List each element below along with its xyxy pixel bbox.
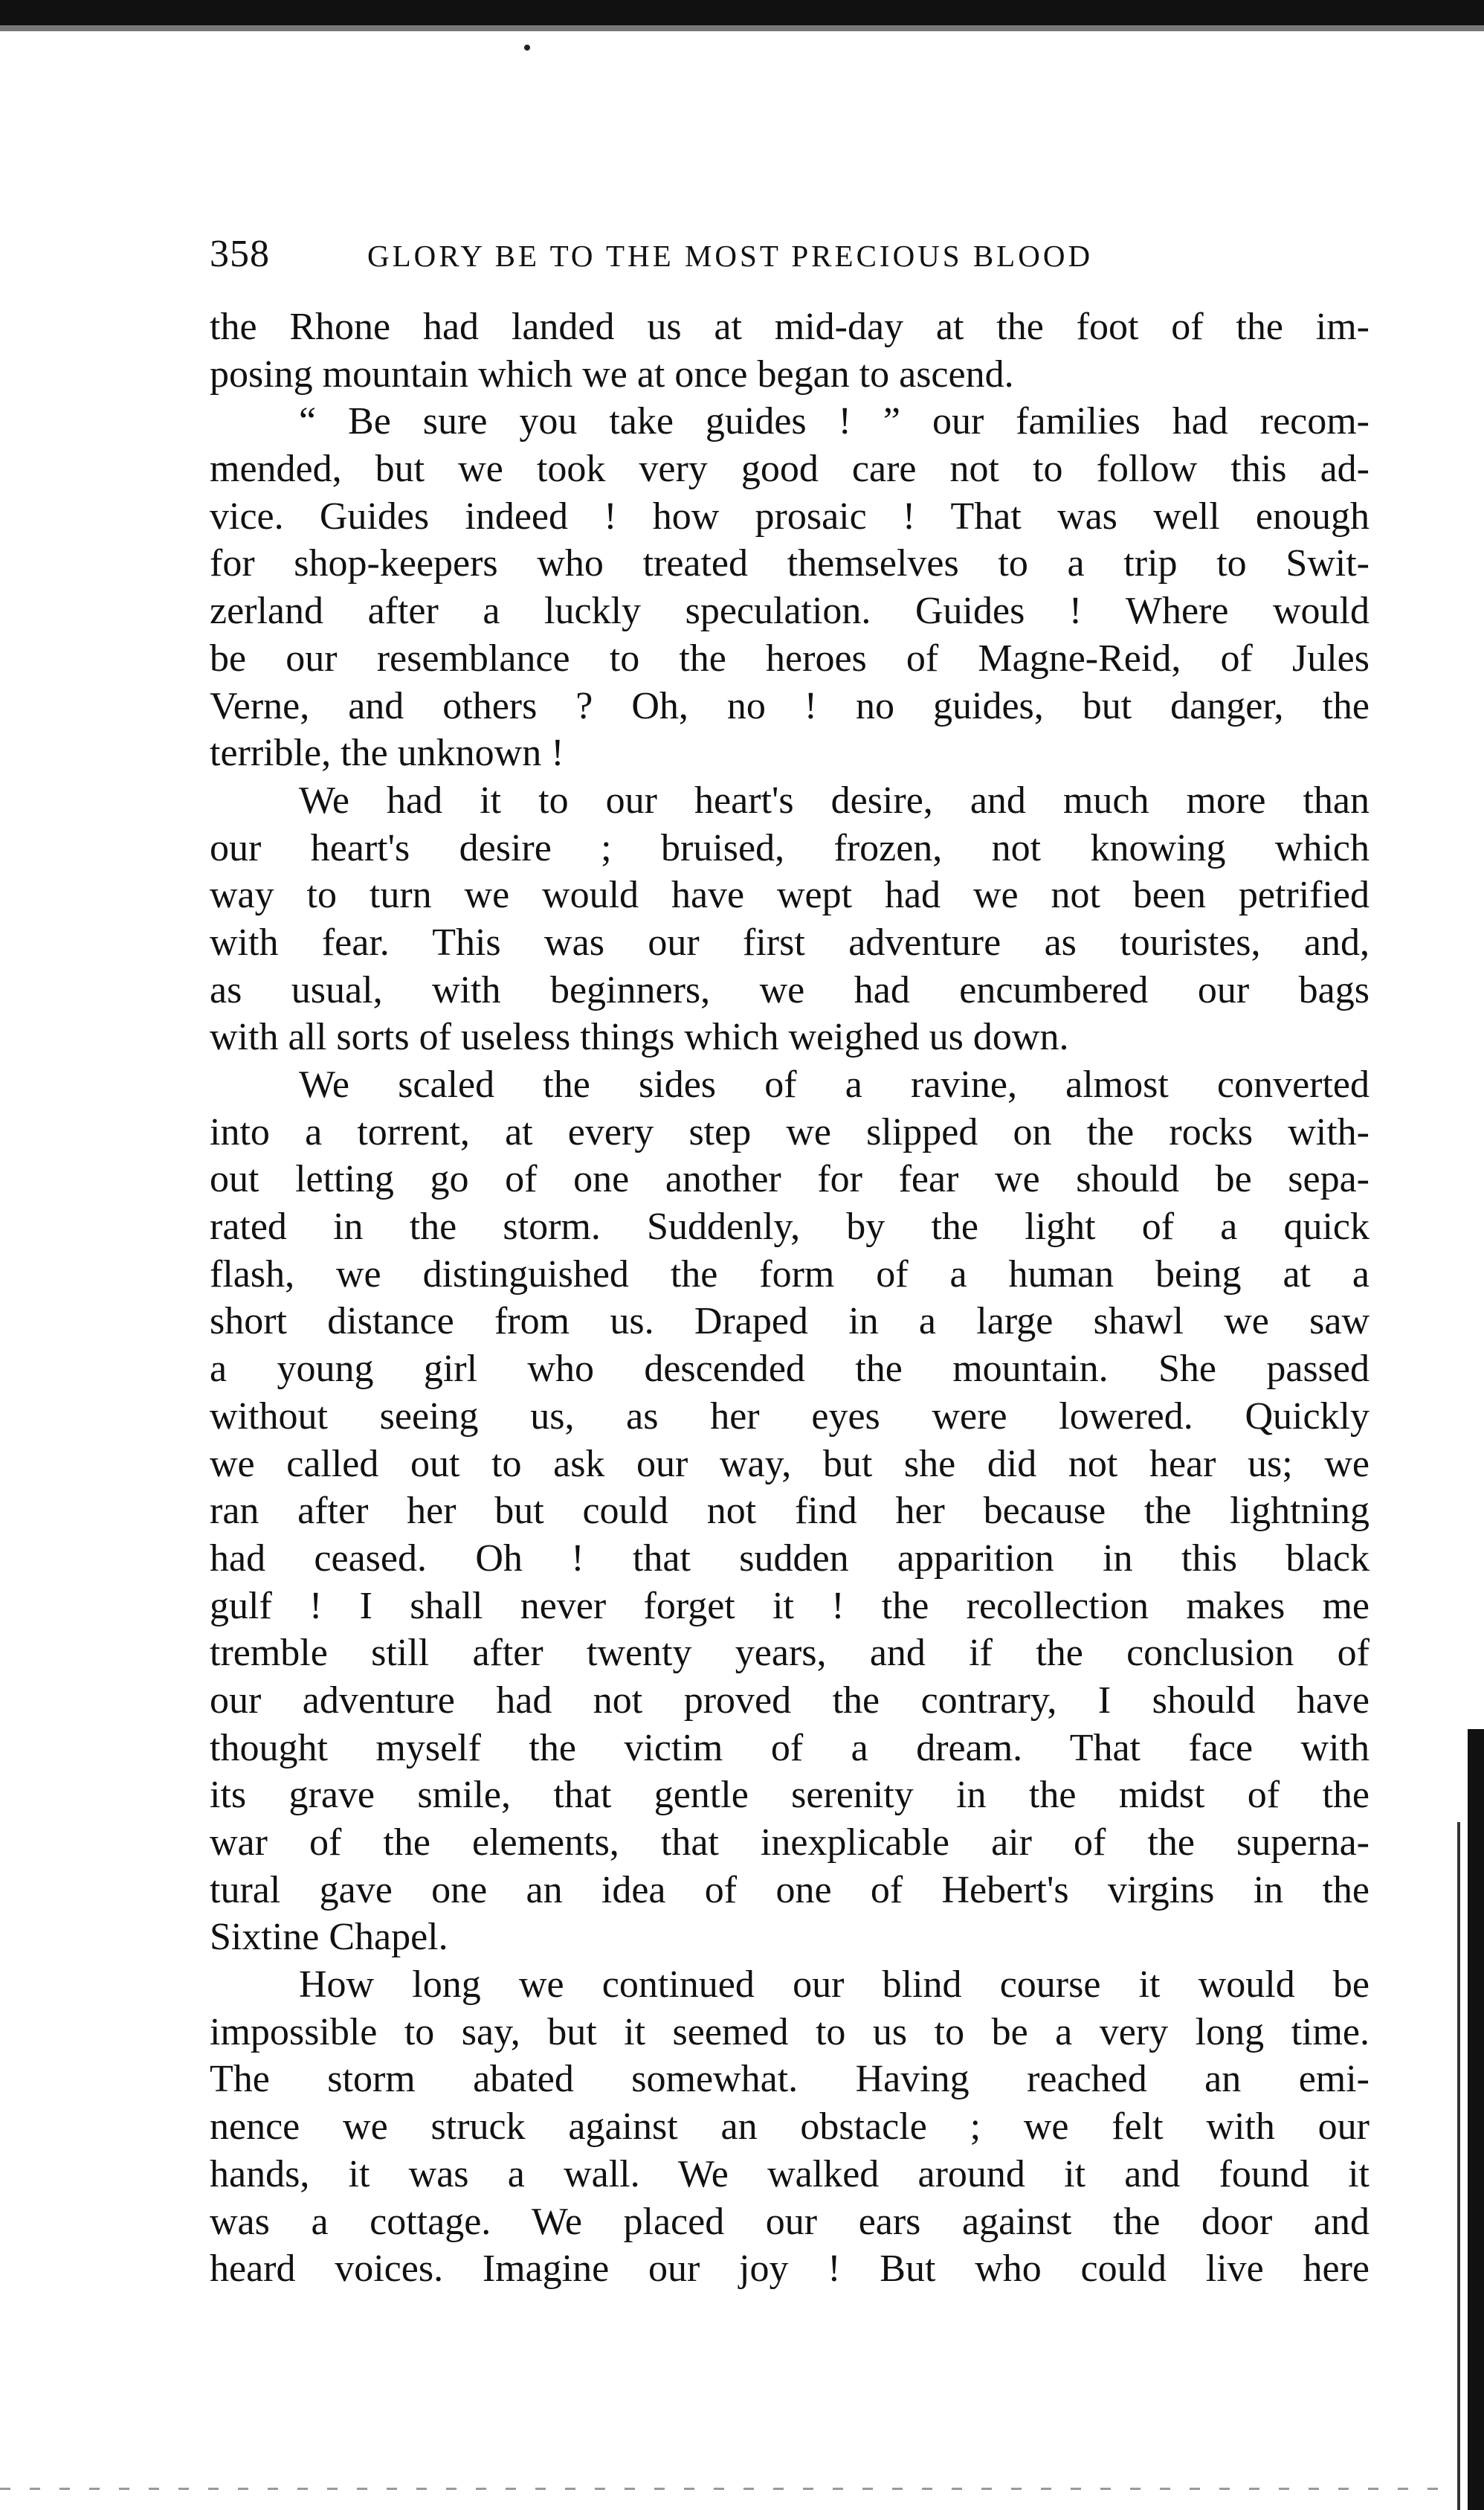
text-line: How long we continued our blind course it would be [299,1963,1370,2007]
text-line: its grave smile, that gentle serenity in the midst of the [210,1774,1370,1817]
right-edge-shadow [1457,1822,1460,2510]
top-edge-shadow [0,25,1484,31]
text-line: heard voices. Imagine our joy ! But who could live here [210,2247,1370,2291]
scan-speck [524,45,530,51]
text-line: posing mountain which we at once began to ascend. [210,353,1014,396]
text-line: tural gave one an idea of one of Hebert's virgins in the [210,1868,1370,1911]
text-line: hands, it was a wall. We walked around it and found it [210,2152,1370,2195]
text-line: nence we struck against an obstacle ; we felt with our [210,2105,1370,2149]
page-header [210,232,1429,277]
text-line: “ Be sure you take guides ! ” our families had recom- [299,400,1370,443]
text-line: into a torrent, at every step we slipped on the rocks with- [210,1110,1370,1153]
text-line: our heart's desire ; bruised, frozen, not knowing which [210,826,1370,869]
text-line: out letting go of one another for fear we should be sepa- [210,1158,1370,1201]
text-line: Sixtine Chapel. [210,1916,448,1959]
text-line: impossible to say, but it seemed to us to be a very long time. [210,2010,1370,2053]
text-line: short distance from us. Draped in a large shawl we saw [210,1300,1370,1343]
text-line: vice. Guides indeed ! how prosaic ! That was well enough [210,495,1370,538]
text-line: way to turn we would have wept had we not been petrified [210,874,1370,917]
text-line: be our resemblance to the heroes of Magne-Reid, of Jules [210,637,1370,680]
text-line: thought myself the victim of a dream. That face with [210,1726,1370,1769]
text-line: gulf ! I shall never forget it ! the recollection makes me [210,1584,1370,1627]
text-line: rated in the storm. Suddenly, by the light of a quick [210,1206,1370,1249]
top-edge-rule [0,0,1484,25]
running-head: GLORY BE TO THE MOST PRECIOUS BLOOD [367,239,1094,273]
text-line: with all sorts of useless things which weighed us down. [210,1016,1069,1059]
bottom-scan-marks [0,2488,1457,2490]
text-line: the Rhone had landed us at mid-day at the foot of the im- [210,306,1370,348]
text-line: had ceased. Oh ! that sudden apparition in this black [210,1536,1370,1580]
text-line: Verne, and others ? Oh, no ! no guides, but danger, the [210,684,1370,727]
text-line: The storm abated somewhat. Having reached an emi- [210,2058,1370,2101]
text-line: flash, we distinguished the form of a human being at a [210,1252,1370,1296]
text-line: zerland after a luckly speculation. Guides ! Where would [210,590,1370,633]
text-line: as usual, with beginners, we had encumbered our bags [210,968,1370,1011]
text-line: with fear. This was our first adventure as touristes, and, [210,921,1370,964]
text-line: We had it to our heart's desire, and much more than [299,779,1370,822]
text-line: was a cottage. We placed our ears against the door and [210,2200,1370,2243]
text-line: war of the elements, that inexplicable air of the superna- [210,1821,1370,1864]
text-line: we called out to ask our way, but she did not hear us; we [210,1442,1370,1485]
body-text [210,303,1370,2293]
text-line: our adventure had not proved the contrary, I should have [210,1679,1370,1722]
text-line: terrible, the unknown ! [210,732,564,775]
text-line: We scaled the sides of a ravine, almost converted [299,1063,1370,1106]
text-line: without seeing us, as her eyes were lowered. Quickly [210,1394,1370,1438]
text-line: tremble still after twenty years, and if the conclusion of [210,1632,1370,1675]
text-line: ran after her but could not find her because the lightning [210,1490,1370,1533]
text-line: a young girl who descended the mountain. She passed [210,1348,1370,1391]
text-line: for shop-keepers who treated themselves to a trip to Swit- [210,542,1370,585]
text-line: mended, but we took very good care not to follow this ad- [210,448,1370,491]
right-edge-rule [1468,1729,1484,2510]
page-number: 358 [210,233,270,275]
